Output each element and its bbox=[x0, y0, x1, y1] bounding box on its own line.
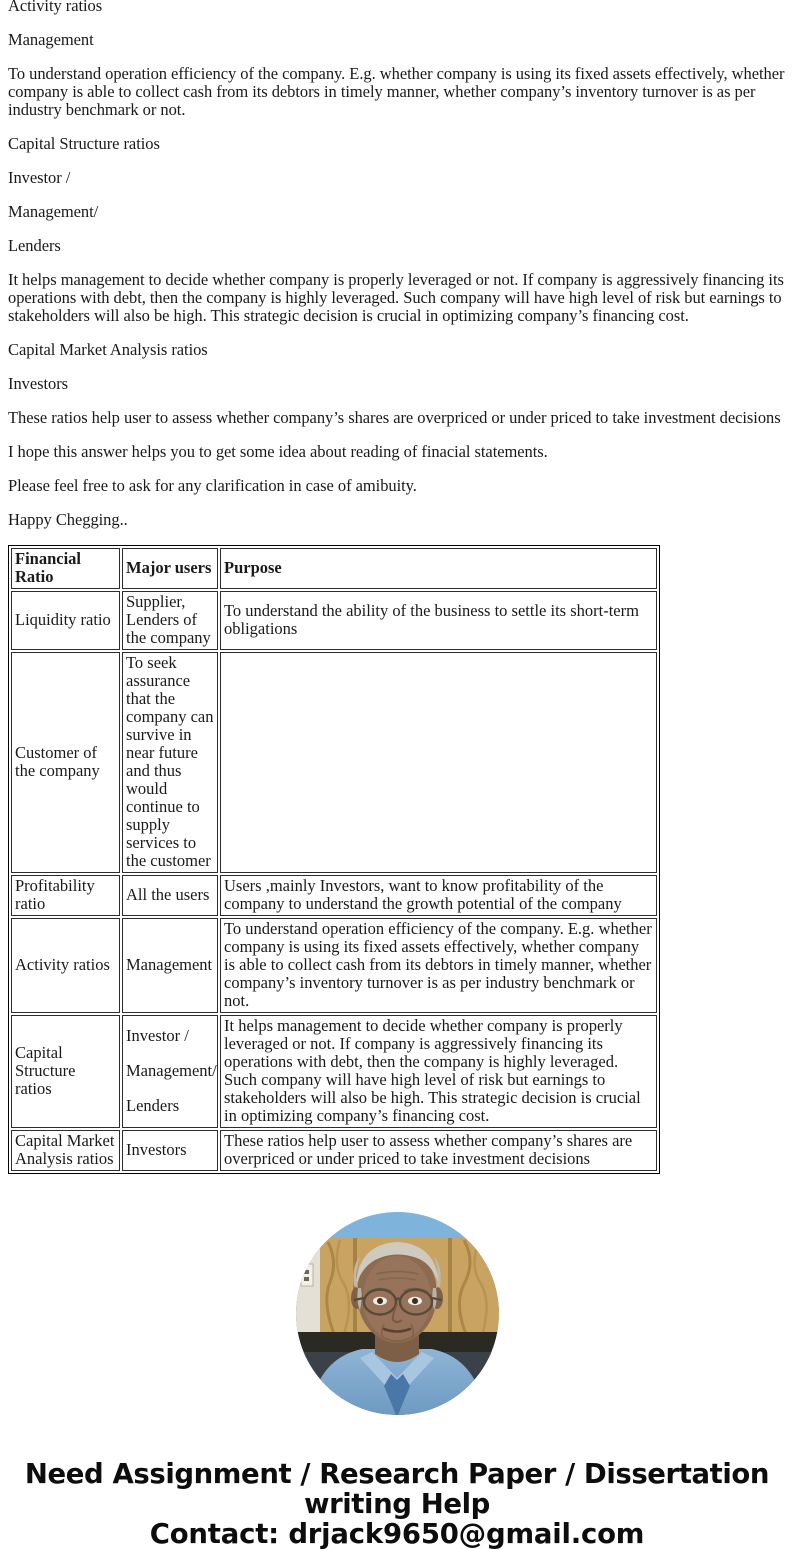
cell-ratio: Customer of the company bbox=[11, 652, 120, 873]
paragraph-activity-ratios: Activity ratios bbox=[8, 0, 103, 15]
cell-purpose: To understand operation efficiency of the company. E.g. whether company is using its fixed assets effectively, whether company is able to collect cash from its debtors in timely manner, whether company’s inventory turnover is as per industry benchmark or not. bbox=[220, 918, 657, 1013]
table-row bbox=[11, 875, 657, 916]
cell-users bbox=[122, 1015, 218, 1128]
paragraph-closing-hope: I hope this answer helps you to get some idea about reading of finacial statements. bbox=[8, 442, 548, 461]
cell-users: To seek assurance that the company can survive in near future and thus would continue to supply services to the customer bbox=[122, 652, 218, 873]
paragraph-lenders: Lenders bbox=[8, 236, 61, 255]
cell-ratio: Activity ratios bbox=[11, 918, 120, 1013]
financial-ratio-table bbox=[8, 545, 660, 1174]
promo-line-2: writing Help bbox=[304, 1488, 490, 1520]
portrait-illustration bbox=[296, 1212, 499, 1415]
cell-purpose: To understand the ability of the business to settle its short-term obligations bbox=[220, 591, 657, 650]
cell-purpose: Users ,mainly Investors, want to know profitability of the company to understand the growth potential of the company bbox=[220, 875, 657, 916]
paragraph-capital-structure-ratios: Capital Structure ratios bbox=[8, 134, 160, 153]
cell-purpose: These ratios help user to assess whether company’s shares are overpriced or under priced to take investment decisions bbox=[220, 1130, 657, 1171]
table-header-purpose: Purpose bbox=[220, 548, 657, 589]
cell-users-line: Investor / bbox=[126, 1026, 189, 1045]
cell-purpose: It helps management to decide whether company is properly leveraged or not. If company is aggressively financing its operations with debt, then the company is highly leveraged. Such company will have high level of risk but earnings to stakeholders will also be high. This strategic decision is crucial in optimizing company’s financing cost. bbox=[220, 1015, 657, 1128]
table-row bbox=[11, 1130, 657, 1171]
avatar bbox=[296, 1212, 499, 1415]
table-header-financial-ratio: Financial Ratio bbox=[11, 548, 120, 589]
paragraph-management-slash: Management/ bbox=[8, 202, 99, 221]
promo-contact: Contact: drjack9650@gmail.com bbox=[149, 1518, 645, 1550]
cell-users: Investors bbox=[122, 1130, 218, 1171]
cell-ratio: Profitability ratio bbox=[11, 875, 120, 916]
table-row bbox=[11, 591, 657, 650]
table-header-major-users: Major users bbox=[122, 548, 218, 589]
promo-line-1: Need Assignment / Research Paper / Dissertation bbox=[24, 1458, 770, 1490]
cell-ratio: Capital Market Analysis ratios bbox=[11, 1130, 120, 1171]
cell-users-line: Management/ bbox=[126, 1061, 217, 1080]
cell-users: All the users bbox=[122, 875, 218, 916]
paragraph-closing-clarification: Please feel free to ask for any clarification in case of amibuity. bbox=[8, 476, 417, 495]
paragraph-capital-market-purpose: These ratios help user to assess whether company’s shares are overpriced or under priced to take investment decisions bbox=[8, 408, 781, 427]
paragraph-management: Management bbox=[8, 30, 94, 49]
cell-ratio: Liquidity ratio bbox=[11, 591, 120, 650]
table-row bbox=[11, 652, 657, 873]
cell-users-line: Lenders bbox=[126, 1096, 180, 1115]
promo-footer bbox=[0, 1459, 794, 1549]
paragraph-capital-market-analysis-ratios: Capital Market Analysis ratios bbox=[8, 340, 208, 359]
cell-ratio: Capital Structure ratios bbox=[11, 1015, 120, 1128]
cell-users: Supplier, Lenders of the company bbox=[122, 591, 218, 650]
table-row bbox=[11, 1015, 657, 1128]
portrait-section bbox=[0, 1212, 794, 1415]
table-header-row bbox=[11, 548, 657, 589]
cell-users: Management bbox=[122, 918, 218, 1013]
paragraph-investors: Investors bbox=[8, 374, 69, 393]
table-row bbox=[11, 918, 657, 1013]
paragraph-happy-chegging: Happy Chegging.. bbox=[8, 510, 128, 529]
cell-purpose bbox=[220, 652, 657, 873]
paragraph-capital-structure-purpose: It helps management to decide whether company is properly leveraged or not. If company is aggressively financing its operations with debt, then the company is highly leveraged. Such company will have high level of risk but earnings to stakeholders will also be high. This strategic decision is crucial in optimizing company’s financing cost. bbox=[8, 270, 784, 325]
paragraph-activity-purpose: To understand operation efficiency of the company. E.g. whether company is using its fixed assets effectively, whether company is able to collect cash from its debtors in timely manner, whether company’s inventory turnover is as per industry benchmark or not. bbox=[8, 64, 785, 119]
paragraph-investor: Investor / bbox=[8, 168, 71, 187]
